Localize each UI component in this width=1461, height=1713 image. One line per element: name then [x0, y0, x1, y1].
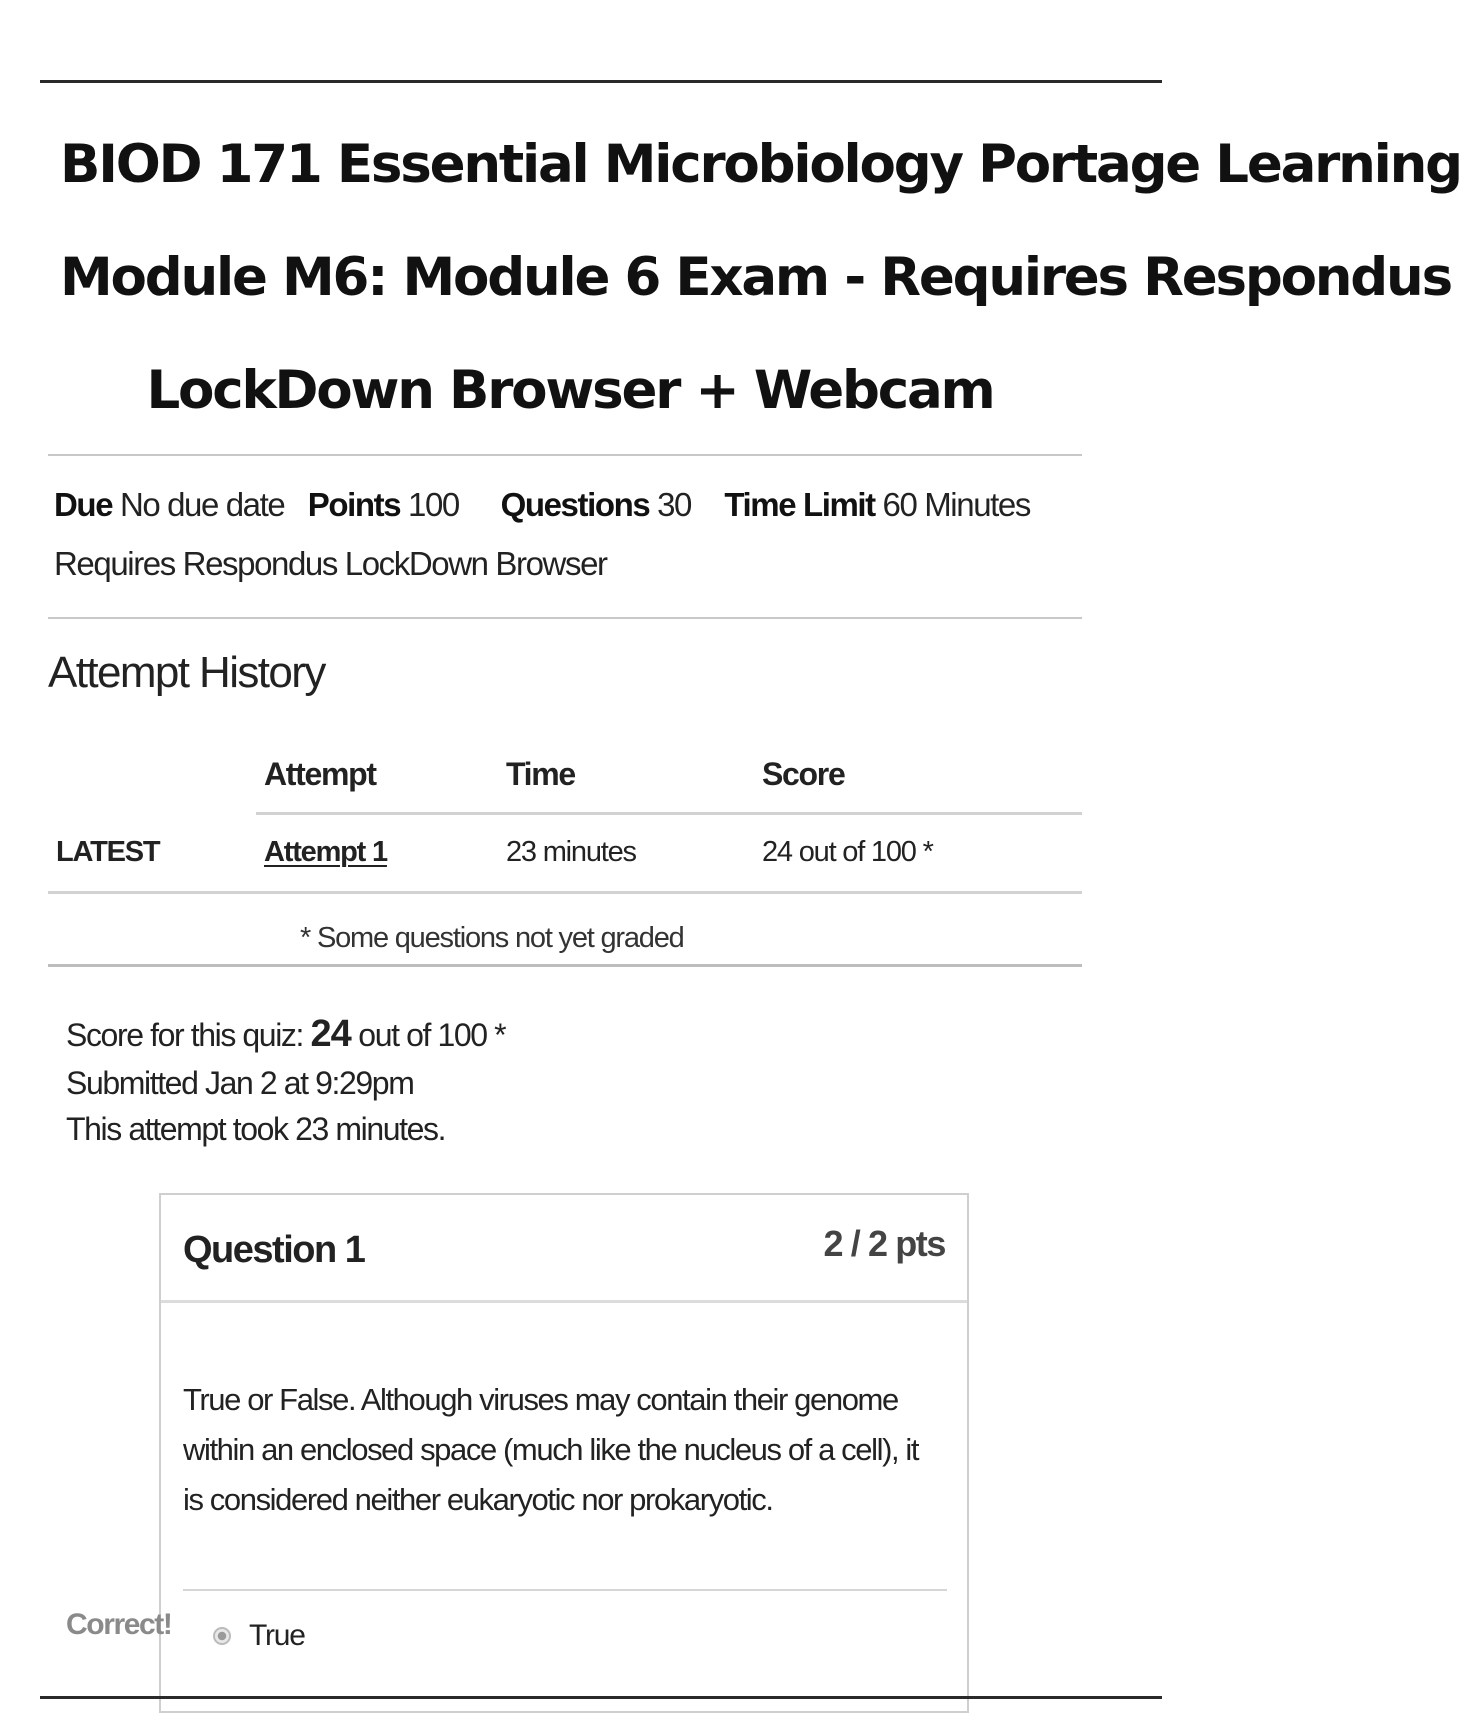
score-line [66, 1010, 505, 1059]
attempt-time: 23 minutes [506, 836, 636, 868]
score-value: 24 [310, 1013, 351, 1055]
page-title [60, 108, 1461, 447]
page-title-line-2: Module M6: Module 6 Exam - Requires Respondus [60, 247, 1451, 308]
page-title-line-1: BIOD 171 Essential Microbiology Portage Learning [60, 134, 1461, 195]
due-value: No due date [119, 486, 285, 523]
page-title-line-3: LockDown Browser + Webcam [146, 360, 994, 421]
question-text: True or False. Although viruses may contain their genome within an enclosed space (much like the nucleus of a cell), it is considered neither eukaryotic nor prokaryotic. [183, 1382, 919, 1517]
question-header [161, 1195, 967, 1303]
score-suffix: out of 100 * [358, 1017, 506, 1053]
due-label: Due [54, 486, 113, 523]
divider [48, 454, 1082, 456]
latest-tag: LATEST [56, 836, 160, 868]
column-header-attempt: Attempt [264, 756, 376, 792]
attempt-1-link[interactable]: Attempt 1 [264, 836, 387, 868]
divider [48, 964, 1082, 967]
points-label: Points [307, 486, 401, 523]
question-card [159, 1193, 969, 1713]
grading-note: * Some questions not yet graded [300, 922, 684, 954]
table-header-rule [256, 812, 1082, 815]
attempt-history-heading: Attempt History [48, 648, 325, 697]
questions-label: Questions [500, 486, 650, 523]
quiz-summary [66, 1010, 505, 1153]
question-points: 2 / 2 pts [823, 1223, 945, 1264]
points-value: 100 [408, 486, 459, 523]
quiz-meta [54, 486, 1030, 524]
score-prefix: Score for this quiz: [66, 1017, 304, 1053]
radio-icon [213, 1627, 231, 1645]
lockdown-requirement: Requires Respondus LockDown Browser [54, 545, 607, 582]
bottom-rule [40, 1696, 1162, 1699]
questions-meta [501, 486, 717, 524]
time-limit-value: 60 Minutes [882, 486, 1030, 523]
time-limit-meta [724, 486, 1030, 524]
time-limit-label: Time Limit [724, 486, 875, 523]
attempt-score: 24 out of 100 * [762, 836, 933, 868]
correct-feedback: Correct! [66, 1608, 172, 1641]
due-meta [54, 486, 300, 524]
top-rule [40, 80, 1162, 83]
answer-option-true [213, 1619, 305, 1653]
column-header-time: Time [506, 756, 575, 792]
column-header-score: Score [762, 756, 845, 792]
answer-label: True [249, 1619, 305, 1652]
questions-value: 30 [657, 486, 692, 523]
points-meta [308, 486, 493, 524]
answer-divider [183, 1589, 947, 1591]
divider [48, 617, 1082, 619]
question-title: Question 1 [183, 1229, 365, 1271]
submitted-text: Submitted Jan 2 at 9:29pm [66, 1065, 414, 1101]
table-row-rule [48, 891, 1082, 894]
duration-text: This attempt took 23 minutes. [66, 1111, 446, 1147]
